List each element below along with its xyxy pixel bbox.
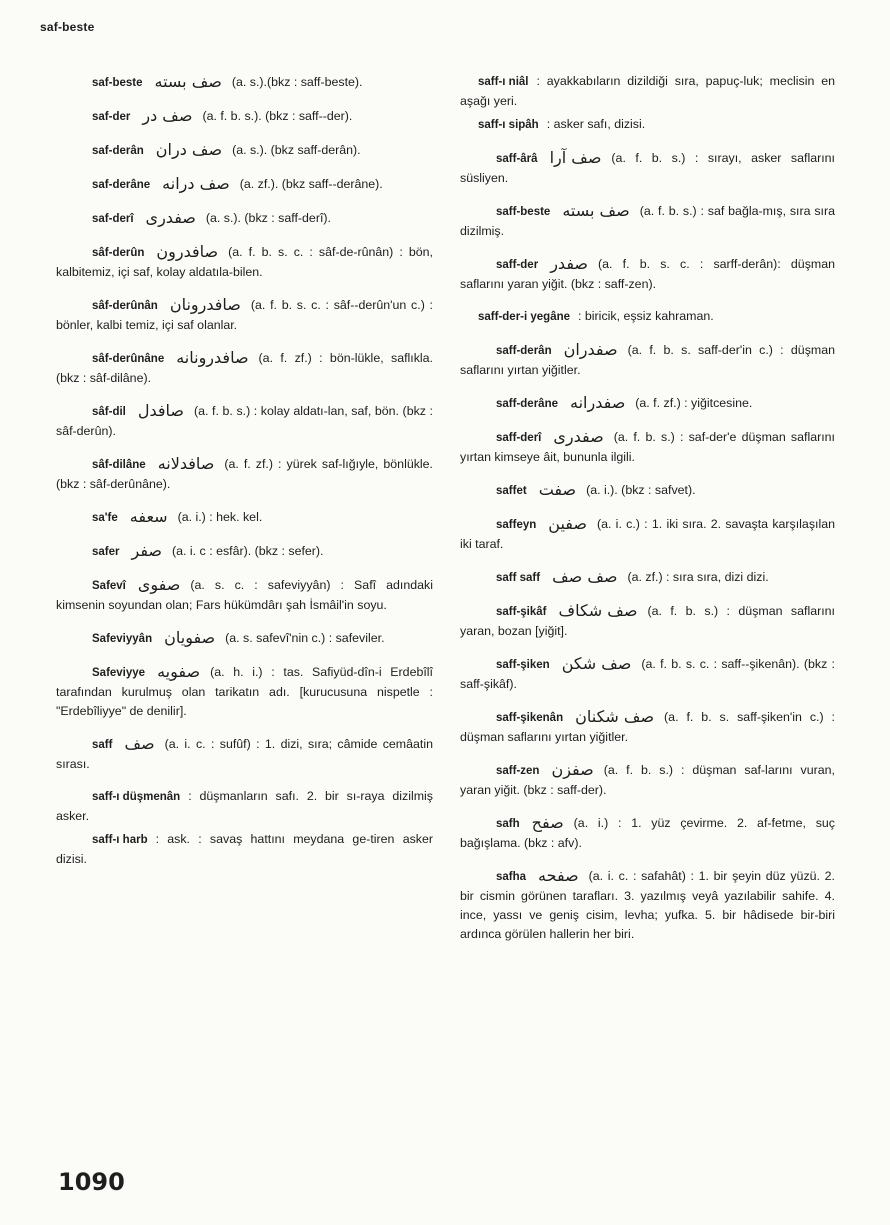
- entry-arabic-script: صفين: [548, 514, 587, 533]
- entry-arabic-script: صفویه: [157, 662, 201, 681]
- entry-arabic-script: صف شكن: [561, 654, 632, 673]
- dictionary-entry: [56, 628, 433, 649]
- entry-definition: : asker safı, dizisi.: [546, 117, 646, 131]
- entry-headword: saff-derâne: [496, 398, 558, 410]
- entry-headword: saf-derî: [92, 213, 134, 225]
- dictionary-entry: [460, 340, 835, 380]
- entry-arabic-script: صف بسته: [562, 201, 630, 220]
- entry-headword: saff-şiken: [496, 659, 550, 671]
- dictionary-entry: [460, 72, 835, 111]
- dictionary-entry: [56, 830, 433, 869]
- entry-definition: (a. zf.). (bkz saff--derâne).: [239, 177, 383, 191]
- entry-headword: saffeyn: [496, 519, 537, 531]
- dictionary-entry: [460, 480, 835, 501]
- entry-arabic-script: صف دران: [155, 140, 223, 159]
- entry-headword: saff-derî: [496, 432, 542, 444]
- entry-arabic-script: صفحه: [538, 866, 579, 885]
- entry-arabic-script: صافدرون: [156, 242, 219, 261]
- dictionary-entry: [56, 242, 433, 282]
- running-head: saf-beste: [40, 20, 95, 34]
- entry-arabic-script: سعفه: [129, 507, 168, 526]
- entry-definition: : ask. : savaş hattını meydana ge-tiren asker dizisi.: [56, 832, 433, 866]
- entry-headword: saff-ârâ: [496, 153, 538, 165]
- dictionary-entry: [56, 454, 433, 494]
- entry-headword: saff-ı düşmenân: [92, 791, 181, 803]
- entry-arabic-script: صافدرونانه: [176, 348, 249, 367]
- entry-definition: (a. s.).(bkz : saff-beste).: [231, 75, 363, 89]
- dictionary-entry: [460, 427, 835, 467]
- entry-arabic-script: صف: [124, 734, 155, 753]
- entry-arabic-script: صافدل: [137, 401, 185, 420]
- entry-arabic-script: صفت: [538, 480, 577, 499]
- dictionary-entry: [56, 541, 433, 562]
- entry-headword: Safeviyye: [92, 667, 146, 679]
- entry-headword: saf-der: [92, 111, 131, 123]
- dictionary-entry: [460, 567, 835, 588]
- entry-arabic-script: صفزن: [551, 760, 594, 779]
- dictionary-entry: [460, 707, 835, 747]
- entry-definition: (a. h. i.) : tas. Safiyüd-dîn-i Erdebîlî tarafından kurulmuş olan tarikatın adı. [kurucusuna nispetle : "Erdebîliyye" de denilir].: [56, 665, 433, 718]
- entry-headword: saff-şikenân: [496, 712, 564, 724]
- dictionary-entry: [56, 208, 433, 229]
- entry-arabic-script: صفر: [131, 541, 163, 560]
- dictionary-entry: [56, 295, 433, 335]
- entry-arabic-script: صفدری: [145, 208, 196, 227]
- entry-definition: (a. f. b. s. c. : sâf--derûn'un c.) : bönler, kalbi temiz, içi saf olanlar.: [56, 298, 433, 332]
- entry-headword: saff: [92, 739, 113, 751]
- entry-headword: safh: [496, 818, 520, 830]
- entry-definition: (a. s.). (bkz : saff-derî).: [205, 211, 331, 225]
- entry-definition: (a. i. c. : safahât) : 1. bir şeyin düz yüzü. 2. bir cismin görünen tarafları. 3. yazılmış veyâ yazılabilir sahife. 4. ince, yassı ve geniş cisim, levha; yufka. 5. bir hâdisede bir-biri ardınca görülen hallerin her biri.: [460, 869, 835, 941]
- entry-headword: sâf-dilâne: [92, 459, 146, 471]
- entry-definition: (a. f. b. s.) : düşman saflarını yaran, bozan [yiğit].: [460, 604, 835, 638]
- entry-arabic-script: صفویان: [164, 628, 216, 647]
- dictionary-entry: [56, 662, 433, 721]
- entry-arabic-script: صف صف: [552, 567, 618, 586]
- dictionary-entry: [56, 507, 433, 528]
- entry-definition: (a. f. b. s. saff-der'in c.) : düşman saflarını yırtan yiğitler.: [460, 343, 835, 377]
- entry-definition: (a. f. zf.) : yiğitcesine.: [635, 396, 753, 410]
- entry-headword: Safeviyyân: [92, 633, 153, 645]
- entry-arabic-script: صفدری: [553, 427, 604, 446]
- entry-headword: saff-zen: [496, 765, 540, 777]
- dictionary-entry: [460, 148, 835, 188]
- dictionary-entry: [56, 106, 433, 127]
- dictionary-entry: [460, 393, 835, 414]
- entry-definition: (a. s. c. : safeviyyân) : Safî adındaki kimsenin soyundan olan; Fars hükümdârı şah İsmâil'in soyu.: [56, 578, 433, 612]
- entry-arabic-script: صفدر: [550, 254, 588, 273]
- entry-arabic-script: صف بسته: [154, 72, 222, 91]
- dictionary-entry: [460, 866, 835, 944]
- dictionary-entry: [460, 654, 835, 694]
- dictionary-entry: [460, 115, 835, 135]
- entry-definition: (a. f. zf.) : bön-lükle, saflıkla. (bkz : sâf-dilâne).: [56, 351, 433, 385]
- entry-headword: safer: [92, 546, 120, 558]
- entry-arabic-script: صف در: [142, 106, 193, 125]
- entry-definition: (a. f. b. s.) : sırayı, asker saflarını süsliyen.: [460, 151, 835, 185]
- dictionary-entry: [460, 254, 835, 294]
- dictionary-entry: [56, 787, 433, 826]
- entry-definition: (a. f. b. s.) : düşman saf-larını vuran, yaran yiğit. (bkz : saff-der).: [460, 763, 835, 797]
- entry-definition: (a. zf.) : sıra sıra, dizi dizi.: [627, 570, 769, 584]
- entry-headword: saff-der: [496, 259, 539, 271]
- dictionary-entry: [56, 174, 433, 195]
- dictionary-entry: [56, 140, 433, 161]
- entry-arabic-script: صف شكاف: [558, 601, 638, 620]
- entry-headword: sa'fe: [92, 512, 118, 524]
- entry-headword: saff-der-i yegâne: [478, 311, 571, 323]
- entry-definition: (a. i.) : 1. yüz çevirme. 2. af-fetme, suç bağışlama. (bkz : afv).: [460, 816, 835, 850]
- entry-definition: (a. f. b. s. c. : saff--şikenân). (bkz : saff-şikâf).: [460, 657, 835, 691]
- entry-arabic-script: صفدرانه: [570, 393, 626, 412]
- entry-definition: (a. i.) : hek. kel.: [177, 510, 263, 524]
- right-column: [460, 72, 835, 957]
- entry-definition: (a. i. c. : sufûf) : 1. dizi, sıra; câmide cemâatin sırası.: [56, 737, 433, 771]
- entry-definition: (a. i.). (bkz : safvet).: [586, 483, 696, 497]
- entry-headword: saff saff: [496, 572, 541, 584]
- entry-headword: saff-ı harb: [92, 834, 148, 846]
- dictionary-entry: [56, 575, 433, 615]
- entry-definition: : düşmanların safı. 2. bir sı-raya dizilmiş asker.: [56, 789, 433, 823]
- entry-headword: saf-derâne: [92, 179, 151, 191]
- entry-definition: (a. f. b. s.) : saf bağla-mış, sıra sıra dizilmiş.: [460, 204, 835, 238]
- entry-arabic-script: صف شكنان: [575, 707, 655, 726]
- entry-arabic-script: صفح: [531, 813, 564, 832]
- dictionary-entry: [460, 813, 835, 853]
- entry-headword: sâf-dil: [92, 406, 126, 418]
- entry-definition: (a. f. b. s.). (bkz : saff--der).: [202, 109, 353, 123]
- dictionary-entry: [460, 601, 835, 641]
- entry-headword: saffet: [496, 485, 527, 497]
- left-column: [56, 72, 433, 873]
- entry-definition: (a. s. safevî'nin c.) : safeviler.: [225, 631, 385, 645]
- entry-arabic-script: صفدران: [563, 340, 618, 359]
- dictionary-entry: [56, 348, 433, 388]
- entry-arabic-script: صف درانه: [162, 174, 230, 193]
- entry-headword: Safevî: [92, 580, 126, 592]
- entry-headword: saff-ı niâl: [478, 76, 529, 88]
- entry-arabic-script: صافدرونان: [169, 295, 241, 314]
- entry-arabic-script: صافدلانه: [157, 454, 215, 473]
- entry-headword: saff-derân: [496, 345, 552, 357]
- page-number: 1090: [58, 1168, 125, 1196]
- entry-headword: sâf-derûnâne: [92, 353, 165, 365]
- entry-definition: : ayakkabıların dizildiği sıra, papuç-luk; meclisin en aşağı yeri.: [460, 74, 835, 108]
- dictionary-entry: [460, 760, 835, 800]
- entry-arabic-script: صفوی: [137, 575, 181, 594]
- entry-headword: sâf-derûn: [92, 247, 145, 259]
- entry-definition: (a. f. b. s. c. : sarff-derân): düşman saflarını yaran yiğit. (bkz : saff-zen).: [460, 257, 835, 291]
- entry-definition: (a. f. b. s. saff-şiken'in c.) : düşman saflarını yırtan yiğitler.: [460, 710, 835, 744]
- entry-headword: sâf-derûnân: [92, 300, 158, 312]
- entry-arabic-script: صف آرا: [549, 148, 602, 167]
- entry-definition: (a. f. b. s.) : kolay aldatı-lan, saf, bön. (bkz : sâf-derûn).: [56, 404, 433, 438]
- entry-definition: : biricik, eşsiz kahraman.: [578, 309, 714, 323]
- dictionary-entry: [460, 307, 835, 327]
- entry-definition: (a. i. c.) : 1. iki sıra. 2. savaşta karşılaşılan iki taraf.: [460, 517, 835, 551]
- entry-headword: saf-beste: [92, 77, 143, 89]
- dictionary-entry: [56, 734, 433, 774]
- dictionary-entry: [460, 201, 835, 241]
- entry-definition: (a. s.). (bkz saff-derân).: [232, 143, 361, 157]
- entry-headword: saf-derân: [92, 145, 144, 157]
- dictionary-entry: [56, 401, 433, 441]
- dictionary-entry: [56, 72, 433, 93]
- entry-definition: (a. i. c : esfâr). (bkz : sefer).: [172, 544, 324, 558]
- entry-headword: saff-ı sipâh: [478, 119, 539, 131]
- entry-definition: (a. f. b. s. c. : sâf-de-rûnân) : bön, kalbitemiz, içi saf, kolay aldatıla-bilen.: [56, 245, 433, 279]
- entry-definition: (a. f. zf.) : yürek saf-lığıyle, bönlükle. (bkz : sâf-derûnâne).: [56, 457, 433, 491]
- entry-headword: saff-beste: [496, 206, 551, 218]
- entry-headword: saff-şikâf: [496, 606, 547, 618]
- entry-headword: safha: [496, 871, 527, 883]
- dictionary-entry: [460, 514, 835, 554]
- entry-definition: (a. f. b. s.) : saf-der'e düşman saflarını yırtan kimseye âit, bununla ilgili.: [460, 430, 835, 464]
